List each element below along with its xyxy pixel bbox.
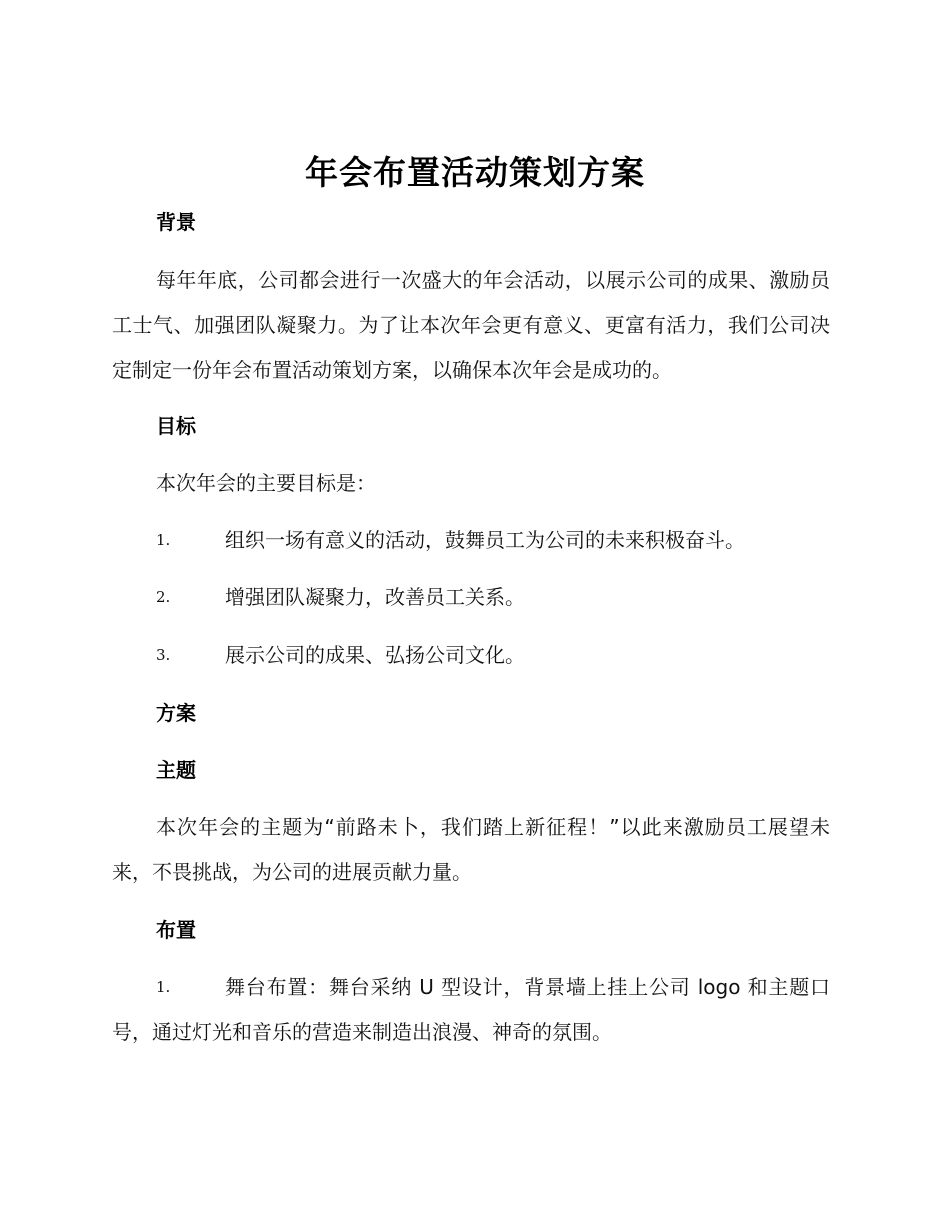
background-paragraph: 每年年底，公司都会进行一次盛大的年会活动，以展示公司的成果、激励员工士气、加强团队凝聚力。为了让本次年会更有意义、更富有活力，我们公司决定制定一份年会布置活动策划方案，以确保本次年会是成功的。 (112, 268, 830, 382)
goal-list-item (112, 518, 830, 563)
theme-paragraph: 本次年会的主题为“前路未卜，我们踏上新征程！”以此来激励员工展望未来，不畏挑战，为公司的进展贡献力量。 (112, 815, 830, 884)
goal-list-item (112, 633, 830, 678)
section-heading-theme: 主题 (156, 758, 196, 782)
section-heading-layout: 布置 (156, 918, 196, 942)
list-text: 组织一场有意义的活动，鼓舞员工为公司的未来积极奋斗。 (225, 528, 745, 552)
list-text: 展示公司的成果、弘扬公司文化。 (225, 643, 525, 667)
list-number: 2. (156, 588, 171, 606)
document-title: 年会布置活动策划方案 (305, 153, 645, 192)
section-heading-plan: 方案 (156, 701, 196, 725)
section-heading-background: 背景 (156, 210, 196, 234)
list-number: 3. (156, 646, 171, 664)
list-text: 舞台布置：舞台采纳 U 型设计，背景墙上挂上公司 logo 和主题口号，通过灯光和音乐的营造来制造出浪漫、神奇的氛围。 (112, 975, 830, 1044)
list-text: 增强团队凝聚力，改善员工关系。 (225, 585, 525, 609)
section-heading-goals: 目标 (156, 414, 196, 438)
goals-intro: 本次年会的主要目标是： (156, 471, 376, 495)
list-number: 1. (156, 531, 171, 549)
layout-list-item (112, 965, 830, 1055)
goal-list-item (112, 575, 830, 620)
list-number: 1. (156, 978, 171, 996)
